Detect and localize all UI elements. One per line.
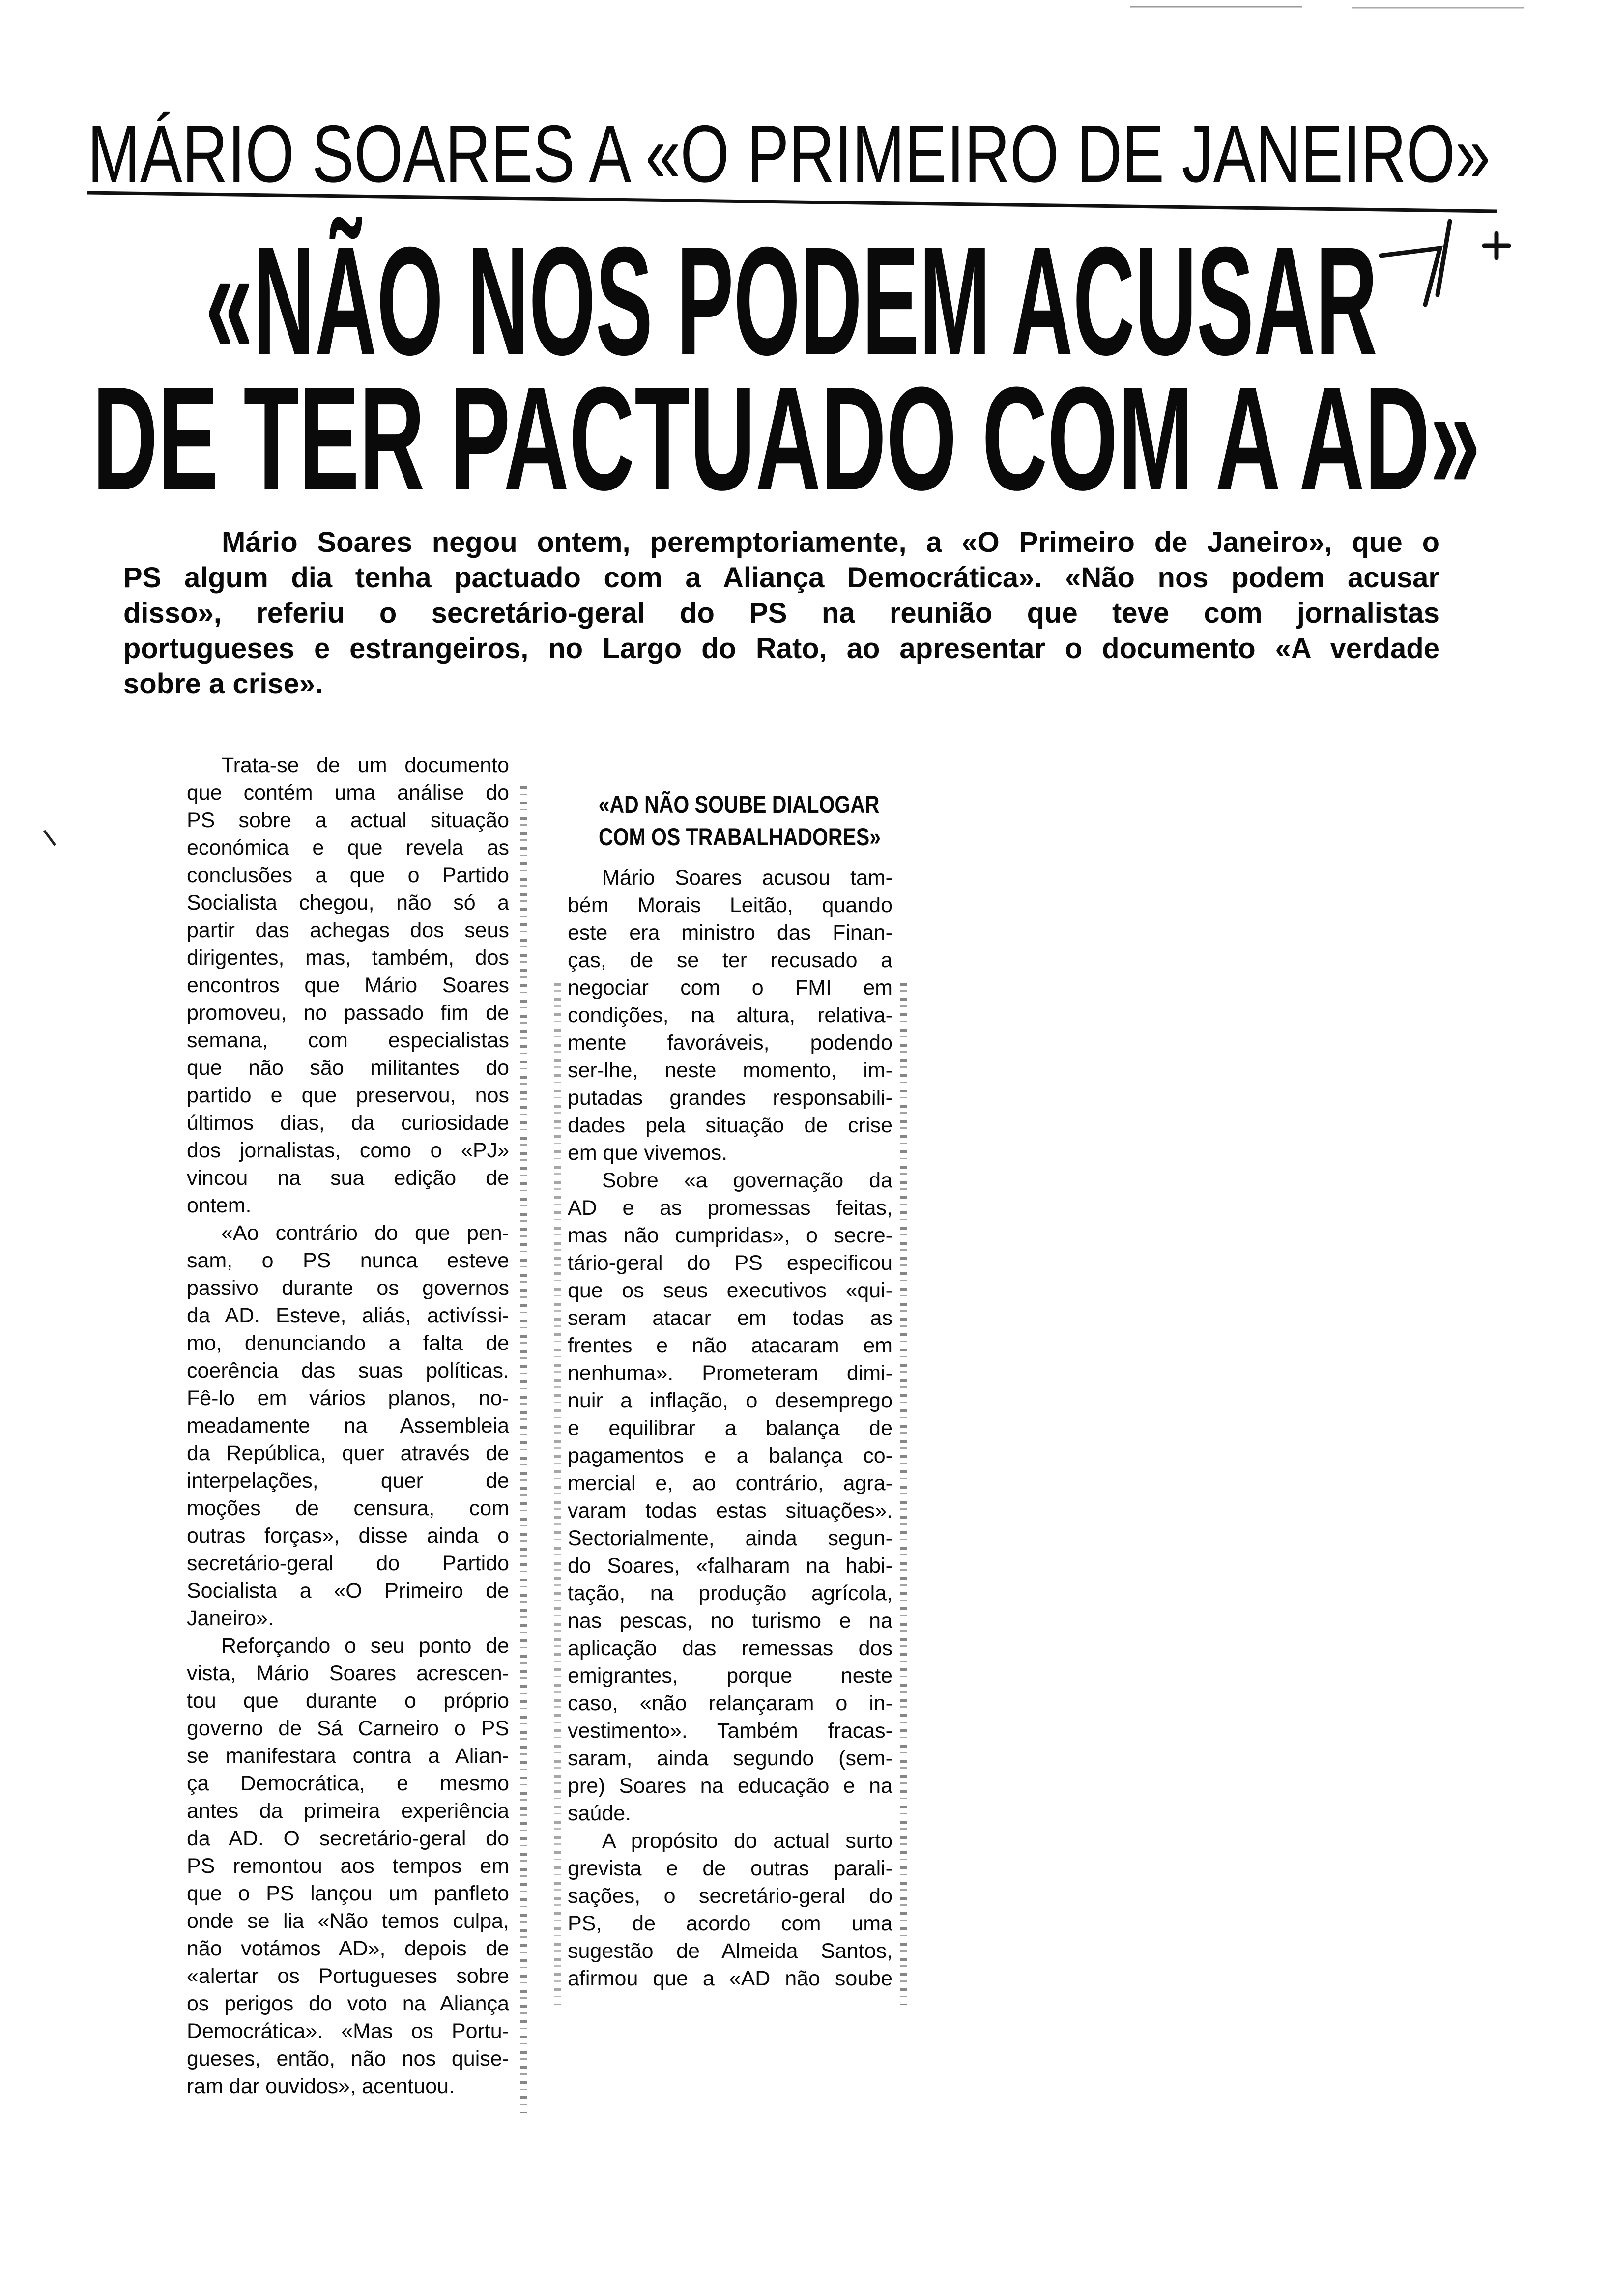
text-line: onde se lia «Não temos culpa,	[187, 1909, 509, 1933]
text-line: ser-lhe, neste momento, im-	[568, 1059, 892, 1082]
text-line: pre) Soares na educação e na	[568, 1774, 892, 1798]
lead-line: sobre a crise».	[123, 668, 323, 700]
text-line: coerência das suas políticas.	[187, 1359, 509, 1382]
scan-noise	[900, 983, 907, 2005]
text-line: interpelações, quer de	[187, 1469, 509, 1492]
text-line: «alertar os Portugueses sobre	[187, 1964, 509, 1988]
text-line: afirmou que a «AD não soube	[568, 1967, 892, 1990]
text-line: PS sobre a actual situação	[187, 808, 509, 832]
text-line: bém Morais Leitão, quando	[568, 893, 892, 917]
text-line: sam, o PS nunca esteve	[187, 1249, 509, 1272]
text-line: Mário Soares acusou tam-	[602, 866, 892, 890]
text-line: nuir a inflação, o desemprego	[568, 1389, 892, 1412]
text-line: que contém uma análise do	[187, 781, 509, 804]
text-line: «Ao contrário do que pen-	[221, 1221, 509, 1245]
text-line: grevista e de outras parali-	[568, 1857, 892, 1880]
text-line: PS remontou aos tempos em	[187, 1854, 509, 1878]
text-line: antes da primeira experiência	[187, 1799, 509, 1823]
text-line: dades pela situação de crise	[568, 1114, 892, 1137]
lead-paragraph	[123, 525, 1439, 702]
text-line: partir das achegas dos seus	[187, 918, 509, 942]
text-line: semana, com especialistas	[187, 1029, 509, 1052]
text-line: vincou na sua edição de	[187, 1166, 509, 1190]
text-line: Sobre «a governação da	[602, 1169, 892, 1192]
text-line: gueses, então, não nos quise-	[187, 2047, 509, 2070]
text-line: nas pescas, no turismo e na	[568, 1609, 892, 1633]
text-line: da AD. O secretário-geral do	[187, 1827, 509, 1850]
text-line: PS, de acordo com uma	[568, 1912, 892, 1935]
text-line: não votámos AD», depois de	[187, 1937, 509, 1960]
text-line: aplicação das remessas dos	[568, 1636, 892, 1660]
text-line: do Soares, «falharam na habi-	[568, 1554, 892, 1578]
lead-line: Mário Soares negou ontem, peremptoriamente, a «O Primeiro de Janeiro», que o	[222, 526, 1439, 558]
text-line: saram, ainda segundo (sem-	[568, 1747, 892, 1770]
text-line: vestimento». Também fracas-	[568, 1719, 892, 1743]
text-line: da República, quer através de	[187, 1441, 509, 1465]
lead-line: portugueses e estrangeiros, no Largo do Rato, ao apresentar o documento «A verdade	[123, 632, 1439, 664]
article-column-left	[187, 751, 509, 2100]
scan-noise	[520, 786, 527, 2113]
text-line: que o PS lançou um panfleto	[187, 1882, 509, 1905]
text-line: ça Democrática, e mesmo	[187, 1772, 509, 1795]
text-line: da AD. Esteve, aliás, activíssi-	[187, 1304, 509, 1327]
text-line: Sectorialmente, ainda segun-	[568, 1526, 892, 1550]
text-line: em que vivemos.	[568, 1141, 728, 1165]
text-line: meadamente na Assembleia	[187, 1414, 509, 1437]
text-line: ram dar ouvidos», acentuou.	[187, 2074, 455, 2098]
text-line: frentes e não atacaram em	[568, 1334, 892, 1357]
text-line: este era ministro das Finan-	[568, 921, 892, 945]
text-line: que os seus executivos «qui-	[568, 1279, 892, 1302]
text-line: moções de censura, com	[187, 1496, 509, 1520]
text-line: Socialista a «O Primeiro de	[187, 1579, 509, 1603]
article-column-right	[568, 864, 892, 1992]
text-line: os perigos do voto na Aliança	[187, 1992, 509, 2015]
text-line: passivo durante os governos	[187, 1276, 509, 1300]
text-line: negociar com o FMI em	[568, 976, 892, 1000]
column-subheading	[568, 788, 892, 853]
text-line: e equilibrar a balança de	[568, 1416, 892, 1440]
text-line: AD e as promessas feitas,	[568, 1196, 892, 1220]
text-line: que não são militantes do	[187, 1056, 509, 1080]
text-line: mente favoráveis, podendo	[568, 1031, 892, 1055]
text-line: se manifestara contra a Alian-	[187, 1744, 509, 1768]
text-line: dirigentes, mas, também, dos	[187, 946, 509, 970]
headline-line-2: DE TER PACTUADO COM A AD»	[92, 356, 1481, 521]
handwritten-mark	[1381, 221, 1509, 305]
text-line: últimos dias, da curiosidade	[187, 1111, 509, 1135]
text-line: nenhuma». Prometeram dimi-	[568, 1361, 892, 1385]
text-line: sugestão de Almeida Santos,	[568, 1939, 892, 1963]
text-line: partido e que preservou, nos	[187, 1084, 509, 1107]
text-line: seram atacar em todas as	[568, 1306, 892, 1330]
lead-line: PS algum dia tenha pactuado com a Aliança Democrática». «Não nos podem acusar	[123, 562, 1439, 594]
lead-line: disso», referiu o secretário-geral do PS na reunião que teve com jornalistas	[123, 597, 1439, 629]
text-line: caso, «não relançaram o in-	[568, 1692, 892, 1715]
text-line: mas não cumpridas», o secre-	[568, 1224, 892, 1247]
text-line: Socialista chegou, não só a	[187, 891, 509, 915]
text-line: tou que durante o próprio	[187, 1689, 509, 1713]
text-line: Reforçando o seu ponto de	[221, 1634, 509, 1658]
text-line: secretário-geral do Partido	[187, 1551, 509, 1575]
text-line: mercial e, ao contrário, agra-	[568, 1471, 892, 1495]
margin-mark	[44, 831, 55, 845]
text-line: condições, na altura, relativa-	[568, 1004, 892, 1027]
text-line: Democrática». «Mas os Portu-	[187, 2019, 509, 2043]
text-line: Fê-lo em vários planos, no-	[187, 1386, 509, 1410]
text-line: tação, na produção agrícola,	[568, 1581, 892, 1605]
text-line: putadas grandes responsabili-	[568, 1086, 892, 1110]
text-line: emigrantes, porque neste	[568, 1664, 892, 1688]
headline-line-1: «NÃO NOS PODEM ACUSAR	[205, 215, 1378, 387]
text-line: Janeiro».	[187, 1607, 274, 1630]
text-line: conclusões a que o Partido	[187, 863, 509, 887]
text-line: ças, de se ter recusado a	[568, 948, 892, 972]
kicker-title: MÁRIO SOARES A «O PRIMEIRO DE JANEIRO»	[87, 109, 1491, 199]
text-line: governo de Sá Carneiro o PS	[187, 1717, 509, 1740]
text-line: A propósito do actual surto	[602, 1829, 892, 1853]
text-line: ontem.	[187, 1194, 252, 1217]
text-line: pagamentos e a balança co-	[568, 1444, 892, 1467]
text-line: encontros que Mário Soares	[187, 974, 509, 997]
text-line: saúde.	[568, 1802, 632, 1825]
text-line: varam todas estas situações».	[568, 1499, 892, 1522]
text-line: dos jornalistas, como o «PJ»	[187, 1139, 509, 1162]
text-line: económica e que revela as	[187, 836, 509, 860]
text-line: tário-geral do PS especificou	[568, 1251, 892, 1275]
subheading-line-2: COM OS TRABALHADORES»	[599, 823, 881, 851]
scan-noise	[554, 983, 561, 2005]
text-line: Trata-se de um documento	[221, 753, 509, 777]
text-line: sações, o secretário-geral do	[568, 1884, 892, 1908]
text-line: mo, denunciando a falta de	[187, 1331, 509, 1355]
text-line: vista, Mário Soares acrescen-	[187, 1662, 509, 1685]
subheading-line-1: «AD NÃO SOUBE DIALOGAR	[598, 791, 880, 818]
text-line: outras forças», disse ainda o	[187, 1524, 509, 1548]
text-line: promoveu, no passado fim de	[187, 1001, 509, 1025]
